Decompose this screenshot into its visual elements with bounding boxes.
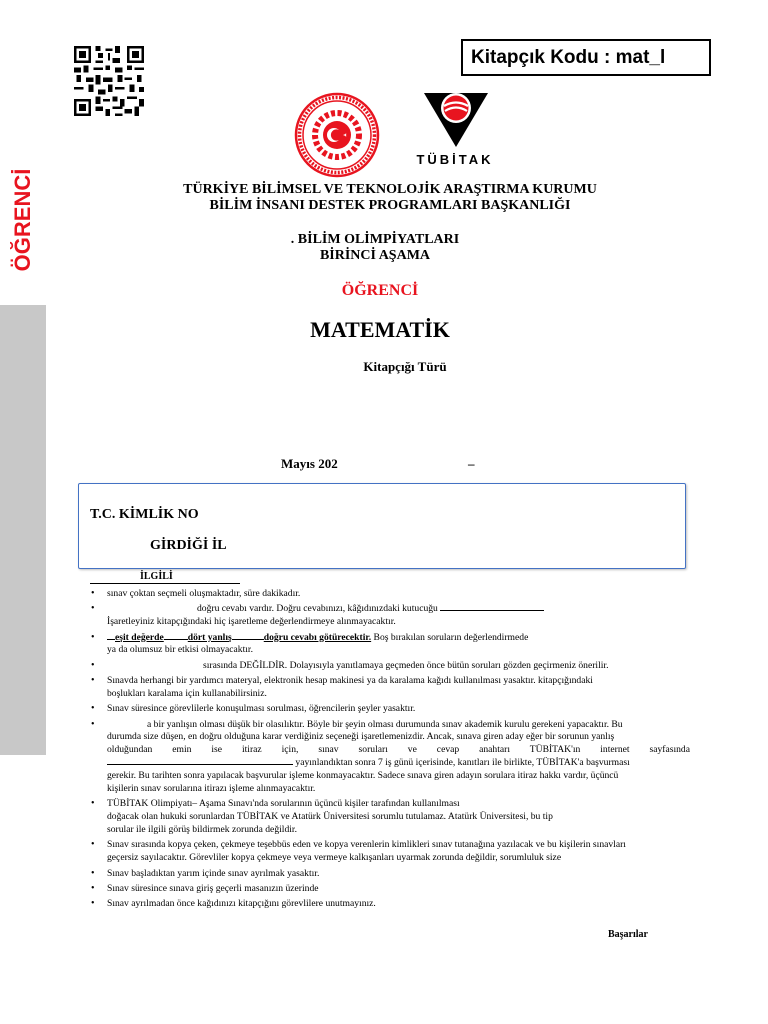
- side-student-label: ÖĞRENCİ: [10, 168, 35, 272]
- rule-item: • Sınav başladıktan yarım içinde sınav ayrılmak yasaktır.: [90, 868, 690, 881]
- booklet-code-box: Kitapçık Kodu : mat_l: [461, 39, 711, 76]
- rule-item: • Sınavda herhangi bir yardımcı materyal, elektronik hesap makinesi ya da karalama kağıdı kullanılması yasaktır. kitapçığındaki boşlukları karalama için kullanabilirsiniz.: [90, 675, 690, 701]
- org-title-line-1: TÜRKİYE BİLİMSEL VE TEKNOLOJİK ARAŞTIRMA KURUMU: [183, 182, 597, 197]
- tubitak-wordmark: TÜBİTAK: [416, 152, 494, 167]
- rules-list: [90, 588, 690, 914]
- rule-item: • Sınav sırasında kopya çeken, çekmeye teşebbüs eden ve kopya verenlerin kimlikleri sınav tutanağına yazılacak ve bu kişilerin sınavları geçersiz sayılacaktır. Görevliler kopya çekmeye veya vermeye kalkışanları uyarmak zorunda değildir, sorumluluk size: [90, 839, 690, 865]
- rules-heading: İLGİLİ: [90, 571, 240, 584]
- rule-item: • sırasında DEĞİLDİR. Dolayısıyla yanıtlamaya geçmeden önce bütün soruları gözden geçirmeniz önerilir.: [90, 660, 690, 673]
- rule-item: • sınav çoktan seçmeli oluşmaktadır, süre dakikadır.: [90, 588, 690, 601]
- booklet-type-label: Kitapçığı Türü: [363, 359, 447, 374]
- rule-item: • a bir yanlışın olması düşük bir olasılıktır. Böyle bir şeyin olması durumunda sınav akademik kurulu gerekeni yapacaktır. Bu durumda size düşen, en doğru olduğuna karar verdiğiniz seçeneği işaretlemenizdir. Ancak, sınava giren aday eğer bir sorunun yanlış olduğundan emin ise itiraz için, sınav soruları ve cevap anahtarı TÜBİTAK'ın internet sayfasında yayınlandıktan sonra 7 iş günü içerisinde, kanıtları ile birlikte, TÜBİTAK'a başvurması gerekir. Bu tarihten sonra yapılacak başvurular işleme konmayacaktır. Sadece sınava giren adayın sorulara itiraz hakkı vardır, üçüncü kişilerin sınav sorularına itirazı işleme alınmayacaktır.: [90, 719, 690, 796]
- closing-wish: Başarılar: [608, 929, 648, 940]
- stage-title: BİRİNCİ AŞAMA: [319, 248, 431, 263]
- tubitak-logo: [422, 89, 490, 149]
- org-title-line-2: BİLİM İNSANI DESTEK PROGRAMLARI BAŞKANLIĞI: [209, 198, 571, 213]
- qr-code: [74, 46, 144, 116]
- olympiad-title: . BİLİM OLİMPİYATLARI: [290, 232, 460, 247]
- rule-item: • Sınav süresince sınava giriş geçerli masanızın üzerinde: [90, 883, 690, 896]
- ministry-seal-logo: [294, 92, 380, 178]
- rule-item: • Sınav ayrılmadan önce kağıdınızı kitapçığını görevlilere unutmayınız.: [90, 898, 690, 911]
- city-label: GİRDİĞİ İL: [150, 538, 227, 553]
- date-dash: –: [468, 456, 475, 471]
- tc-id-label: T.C. KİMLİK NO: [90, 507, 199, 522]
- student-heading: ÖĞRENCİ: [341, 282, 419, 299]
- exam-date: Mayıs 202: [281, 456, 338, 471]
- subject-title: MATEMATİK: [310, 317, 450, 342]
- rule-item: • doğru cevabı vardır. Doğru cevabınızı, kâğıdınızdaki kutucuğu İşaretleyiniz kitapçığındaki hiç işaretleme değerlendirmeye alınmayacaktır.: [90, 603, 690, 629]
- side-gray-band: [0, 305, 46, 755]
- rule-item: • TÜBİTAK Olimpiyatı– Aşama Sınavı'nda sorularının üçüncü kişiler tarafından kullanılması doğacak olan hukuki sorunlardan TÜBİTAK ve Atatürk Üniversitesi sorumlu tutulamaz. Atatürk Üniversitesi, bu tip sorular ile ilgili görüş bildirmek zorunda değildir.: [90, 798, 690, 837]
- student-id-box[interactable]: [78, 483, 686, 569]
- rule-item: • Sınav süresince görevlilerle konuşulması sorulması, öğrencilerin şeyler yasaktır.: [90, 703, 690, 716]
- rule-item: • eşit değerde dört yanlış doğru cevabı götürecektir. Boş bırakılan soruların değerlendirmede ya da olumsuz bir etkisi olmayacaktır.: [90, 632, 690, 658]
